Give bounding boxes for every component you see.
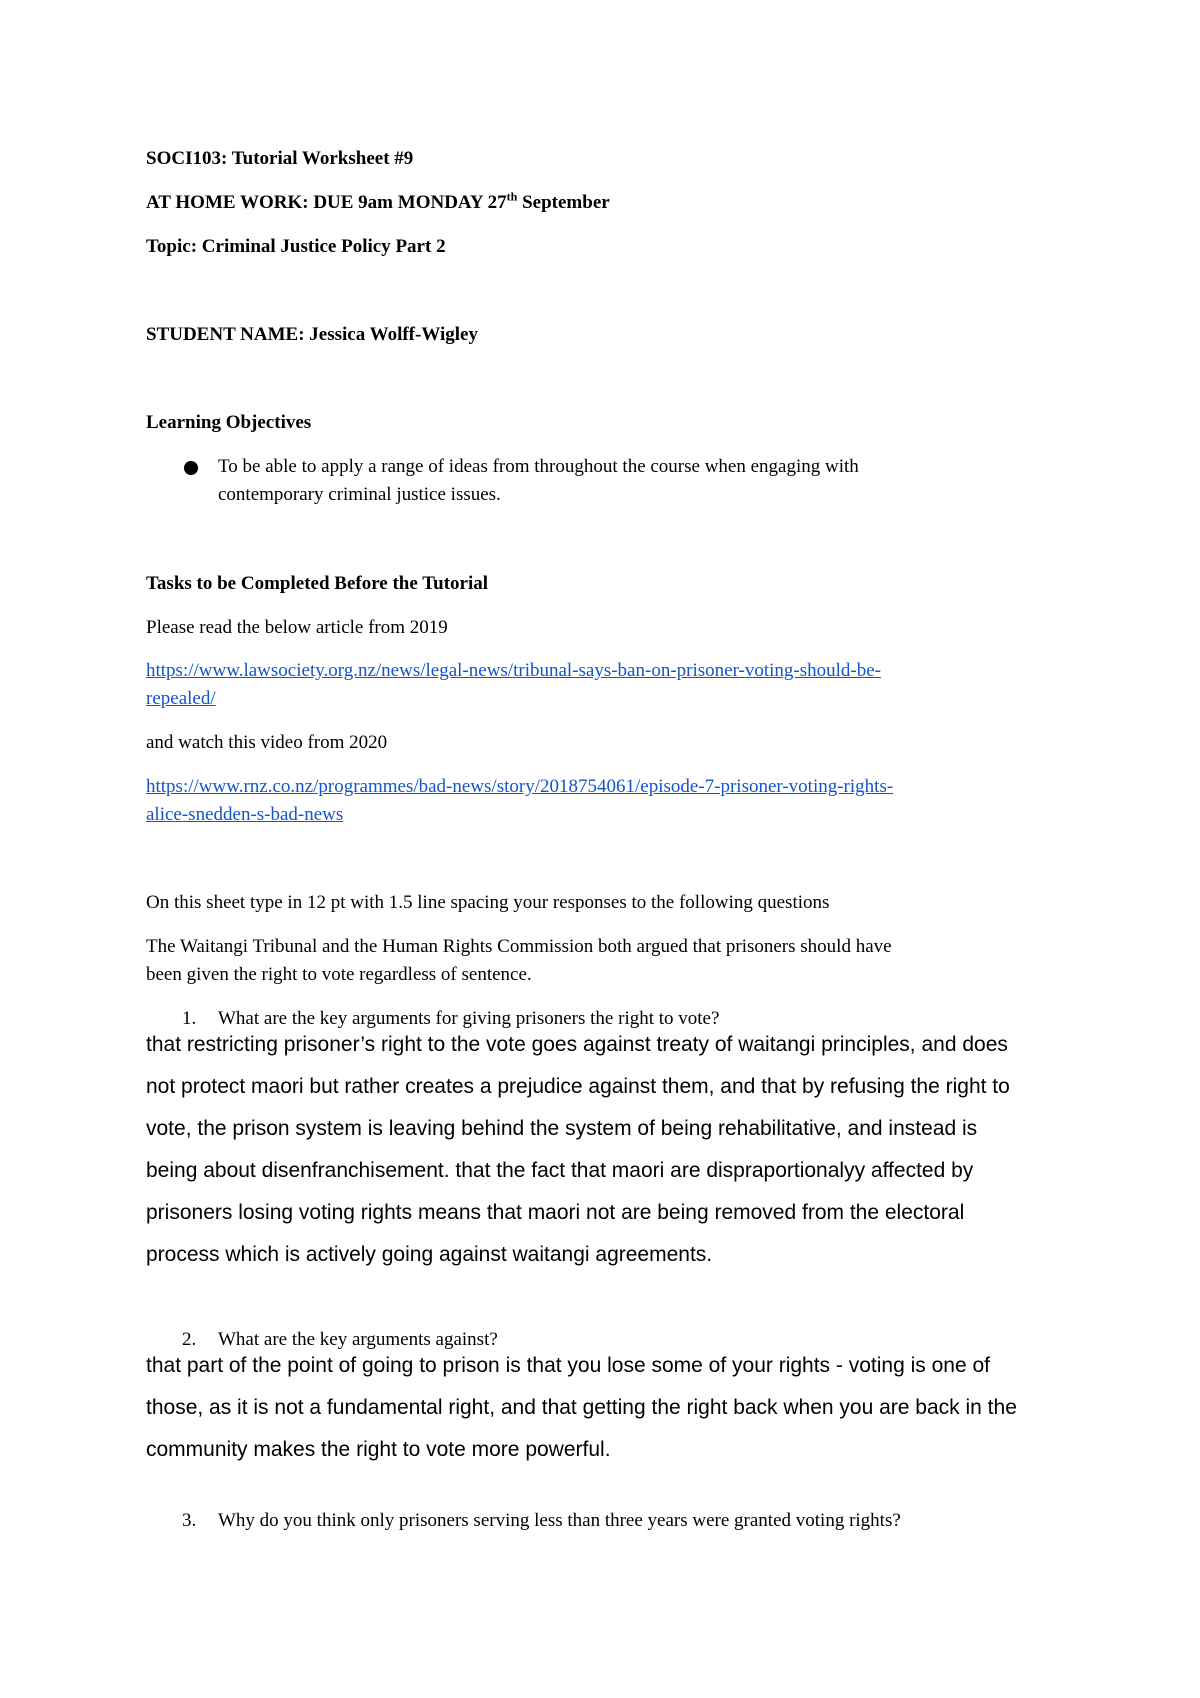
video-link-line-2[interactable]: alice-snedden-s-bad-news	[146, 804, 344, 825]
question-number: 3.	[182, 1510, 197, 1531]
due-superscript: th	[506, 189, 518, 204]
student-name-line: STUDENT NAME: Jessica Wolff-Wigley	[146, 324, 478, 345]
answer-line: those, as it is not a fundamental right, and that getting the right back when you are back in the	[146, 1396, 1017, 1419]
question-text: Why do you think only prisoners serving less than three years were granted voting rights?	[218, 1510, 901, 1531]
read-article-intro: Please read the below article from 2019	[146, 617, 448, 638]
answer-line: not protect maori but rather creates a prejudice against them, and that by refusing the right to	[146, 1075, 1010, 1098]
question-number: 1.	[182, 1008, 197, 1029]
answer-line: prisoners losing voting rights means that maori not are being removed from the electoral	[146, 1201, 965, 1224]
due-suffix: September	[517, 192, 610, 213]
objective-text-line-2: contemporary criminal justice issues.	[218, 484, 501, 505]
answer-line: that part of the point of going to prison is that you lose some of your rights - voting is one of	[146, 1354, 990, 1377]
watch-video-intro: and watch this video from 2020	[146, 732, 388, 753]
due-line	[146, 189, 610, 214]
answer-line: being about disenfranchisement. that the fact that maori are dispraportionalyy affected by	[146, 1159, 974, 1182]
topic-line: Topic: Criminal Justice Policy Part 2	[146, 236, 446, 257]
question-text: What are the key arguments for giving prisoners the right to vote?	[218, 1008, 720, 1029]
answer-line: community makes the right to vote more powerful.	[146, 1438, 611, 1461]
video-link-line-1[interactable]: https://www.rnz.co.nz/programmes/bad-news/story/2018754061/episode-7-prisoner-voting-rights-	[146, 776, 894, 797]
question-text: What are the key arguments against?	[218, 1329, 498, 1350]
format-instructions: On this sheet type in 12 pt with 1.5 line spacing your responses to the following questions	[146, 892, 830, 913]
question-number: 2.	[182, 1329, 197, 1350]
context-line-1: The Waitangi Tribunal and the Human Rights Commission both argued that prisoners should have	[146, 936, 892, 957]
learning-objectives-heading: Learning Objectives	[146, 412, 312, 433]
tasks-heading: Tasks to be Completed Before the Tutorial	[146, 573, 489, 594]
objective-text-line-1: To be able to apply a range of ideas from throughout the course when engaging with	[218, 456, 859, 477]
bullet-icon	[184, 461, 198, 475]
answer-line: process which is actively going against waitangi agreements.	[146, 1243, 713, 1266]
article-link-line-1[interactable]: https://www.lawsociety.org.nz/news/legal-news/tribunal-says-ban-on-prisoner-voting-should-be-	[146, 660, 881, 681]
course-title: SOCI103: Tutorial Worksheet #9	[146, 148, 414, 169]
answer-line: that restricting prisoner’s right to the vote goes against treaty of waitangi principles, and does	[146, 1033, 1008, 1056]
due-prefix: AT HOME WORK: DUE 9am MONDAY 27	[146, 192, 507, 213]
context-line-2: been given the right to vote regardless of sentence.	[146, 964, 532, 985]
article-link-line-2[interactable]: repealed/	[146, 688, 216, 709]
answer-line: vote, the prison system is leaving behind the system of being rehabilitative, and instead is	[146, 1117, 978, 1140]
